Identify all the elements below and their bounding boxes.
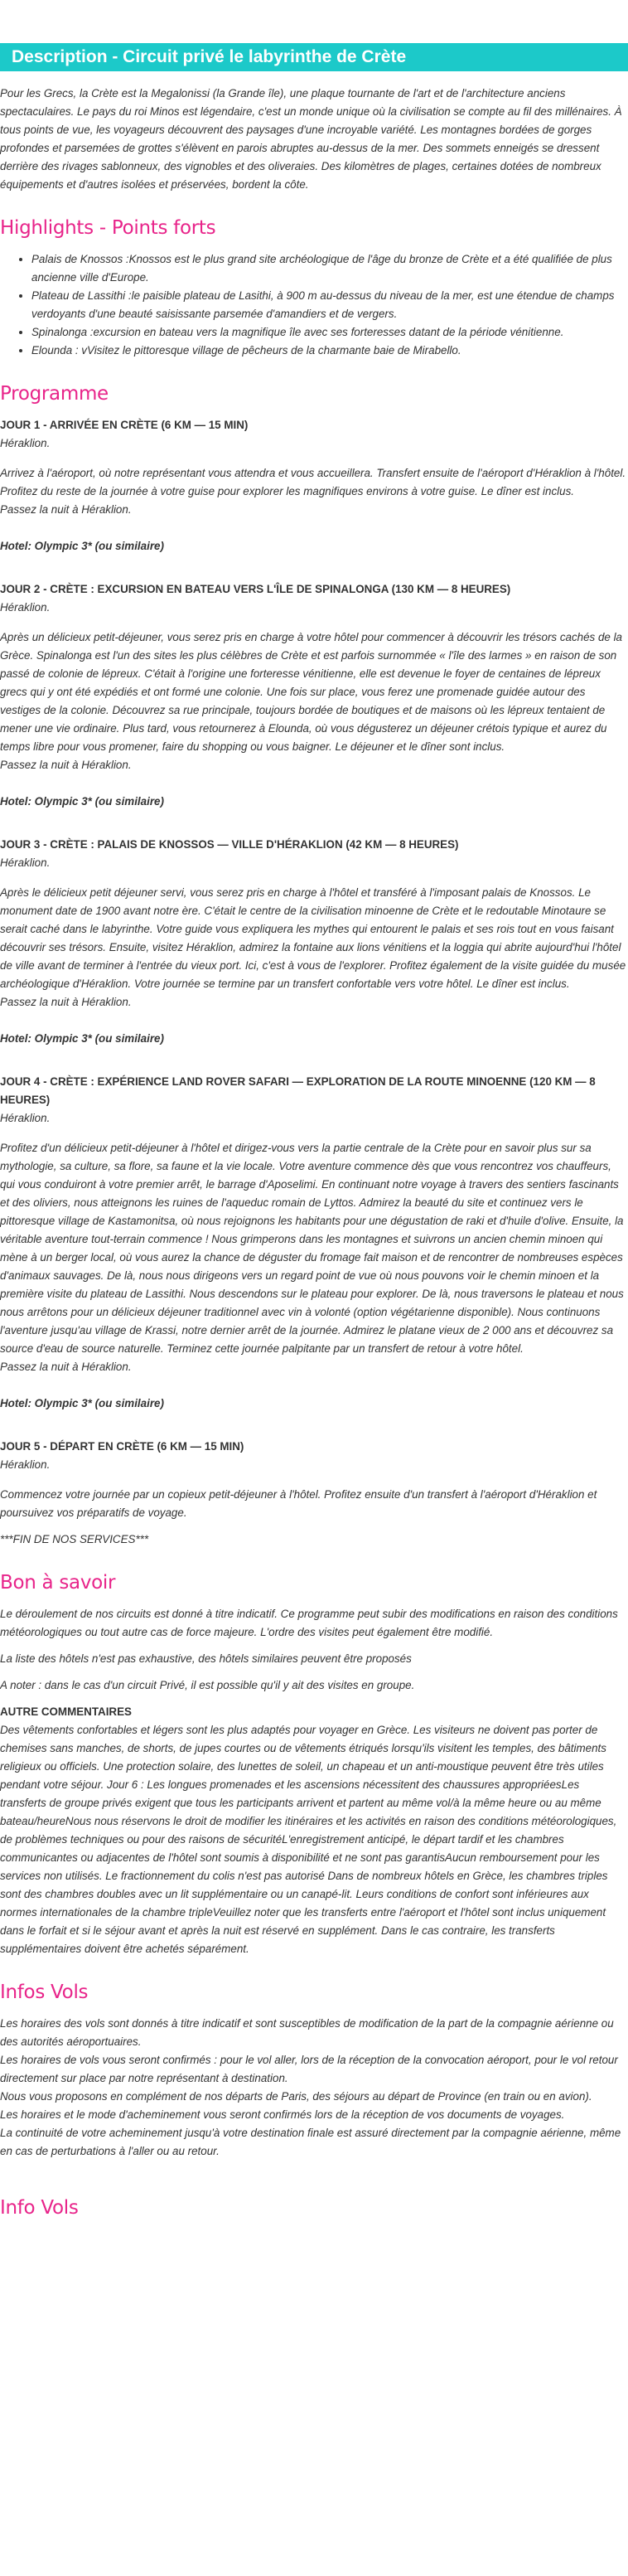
page <box>0 43 628 2219</box>
day-3 <box>0 836 628 1048</box>
day-body: Arrivez à l'aéroport, où notre représentant vous attendra et vous accueillera. Transfert ensuite de l'aéroport d'Héraklion à l'hôtel. Profitez du reste de la journée à votre guise pour explorer les magnifiques environs à votre guise. Le dîner est inclus. <box>0 467 626 497</box>
day-body: Profitez d'un délicieux petit-déjeuner à l'hôtel et dirigez-vous vers la partie centrale de la Crète pour en savoir plus sur sa mythologie, sa culture, sa flore, sa faune et la vie locale. Votre aventure commence dès que vous rencontrez vos chauffeurs, qui vous conduiront à votre premier arrêt, le barrage d'Aposelimi. En continuant notre voyage à travers des sentiers fascinants et des oliviers, nous atteignons les ruines de l'aqueduc romain de Lyttos. Admirez la beauté du site et continuez vers le pittoresque village de Kastamonitsa, où nous rejoignons les habitants pour une dégustation de raki et d'huile d'olive. Ensuite, la véritable aventure tout-terrain commence ! Nous grimperons dans les montagnes et suivrons un ancien chemin minoen qui mène à un berger local, où vous aurez la chance de déguster du fromage fait maison et de rencontrer de nombreuses espèces d'animaux sauvages. De là, nous nous dirigeons vers un regard point de vue où nous pouvons voir le chemin minoen et la première visite du plateau de Lassithi. Nous descendons sur le plateau pour explorer. De là, nous traversons le plateau et nous nous arrêtons pour un délicieux déjeuner traditionnel avec vin à volonté (option végétarienne disponible). Nous continuons l'aventure jusqu'au village de Krassi, notre dernier arrêt de la journée. Admirez le platane vieux de 2 000 ans et découvrez sa source d'eau de source naturelle. Terminez cette journée palpitante par un transfert de retour à votre hôtel. <box>0 1142 624 1355</box>
day-4 <box>0 1073 628 1413</box>
day-city: Héraklion. <box>0 601 51 614</box>
infos-vols-line: Les horaires et le mode d'acheminement vous seront confirmés lors de la réception de vos documents de voyages. <box>0 2108 565 2121</box>
day-city: Héraklion. <box>0 1112 51 1124</box>
bon-a-savoir-p1: Le déroulement de nos circuits est donné à titre indicatif. Ce programme peut subir des modifications en raison des conditions météorologiques ou tout autre cas de force majeure. L'ordre des visites peut également être modifié. <box>0 1608 618 1638</box>
day-title: JOUR 2 - CRÈTE : EXCURSION EN BATEAU VERS L'ÎLE DE SPINALONGA (130 KM — 8 HEURES) <box>0 583 511 595</box>
day-body: Après un délicieux petit-déjeuner, vous serez pris en charge à votre hôtel pour commencer à découvrir les trésors cachés de la Grèce. Spinalonga est l'un des sites les plus célèbres de Crète et est parfois surnommée « l'île des larmes » en raison de son passé de colonie de lépreux. C'était à l'origine une forteresse vénitienne, elle est devenue le foyer de centaines de lépreux grecs qui y ont été expédiés et ont formé une colonie. Une fois sur place, vous ferez une promenade guidée autour des vestiges de la colonie. Découvrez sa rue principale, toujours bordée de boutiques et de maisons où les lépreux tentaient de mener une vie ordinaire. Plus tard, vous retournerez à Elounda, où vous dégusterez un déjeuner crétois typique et aurez du temps libre pour vous promener, faire du shopping ou vous baigner. Le déjeuner et le dîner sont inclus. <box>0 631 623 753</box>
day-hotel: Hotel: Olympic 3* (ou similaire) <box>0 1032 164 1045</box>
day-title: JOUR 3 - CRÈTE : PALAIS DE KNOSSOS — VILLE D'HÉRAKLION (42 KM — 8 HEURES) <box>0 838 459 851</box>
intro-paragraph: Pour les Grecs, la Crète est la Megalonissi (la Grande île), une plaque tournante de l'art et de l'architecture anciens spectaculaires. Le pays du roi Minos est légendaire, c'est un monde unique où la civilisation se compte au fil des millénaires. À tous points de vue, les voyageurs découvrent des paysages d'une incroyable variété. Les montagnes bordées de gorges profondes et parsemées de grottes s'élèvent en parois abruptes au-dessus de la mer. Des sommets enneigés se dressent derrière des rivages sablonneux, des vignobles et des oliveraies. Des kilomètres de plages, certaines dotées de nombreux équipements et d'autres isolées et préservées, bordent la côte. <box>0 87 622 191</box>
infos-vols-line: La continuité de votre acheminement jusqu'à votre destination finale est assuré directement par la compagnie aérienne, même en cas de perturbations à l'aller ou au retour. <box>0 2127 621 2157</box>
day-body: Commencez votre journée par un copieux petit-déjeuner à l'hôtel. Profitez ensuite d'un transfert à l'aéroport d'Héraklion et poursuivez vos préparatifs de voyage. <box>0 1488 597 1519</box>
day-body: Après le délicieux petit déjeuner servi, vous serez pris en charge à l'hôtel et transféré à l'imposant palais de Knossos. Le monument date de 1900 avant notre ère. C'était le centre de la civilisation minoenne de Crète et le redoutable Minotaure se serait caché dans le labyrinthe. Votre guide vous expliquera les mythes qui entourent le palais et ses rois tout en vous faisant découvrir ses trésors. Ensuite, visitez Héraklion, admirez la fontaine aux lions vénitiens et la loggia qui abrite aujourd'hui l'hôtel de ville avant de terminer à l'entrée du vieux port. Ici, c'est à vous de l'explorer. Profitez également de la visite guidée du musée archéologique d'Héraklion. Votre journée se termine par un transfert confortable vers votre hôtel. Le dîner est inclus. <box>0 886 626 990</box>
list-item: • Plateau de Lassithi :le paisible plateau de Lasithi, à 900 m au-dessus du niveau de la mer, est une étendue de champs verdoyants d'une beauté saisissante parsemée d'amandiers et de vergers. <box>31 287 628 323</box>
day-hotel: Hotel: Olympic 3* (ou similaire) <box>0 795 164 808</box>
content <box>0 85 628 2219</box>
end-of-services: ***FIN DE NOS SERVICES*** <box>0 1533 149 1545</box>
bon-a-savoir-p3: A noter : dans le cas d'un circuit Privé, il est possible qu'il y ait des visites en groupe. <box>0 1679 415 1691</box>
day-night: Passez la nuit à Héraklion. <box>0 1361 132 1373</box>
day-city: Héraklion. <box>0 1458 51 1471</box>
bon-a-savoir-heading: Bon à savoir <box>0 1572 116 1594</box>
day-night: Passez la nuit à Héraklion. <box>0 503 132 516</box>
day-hotel: Hotel: Olympic 3* (ou similaire) <box>0 1397 164 1409</box>
day-city: Héraklion. <box>0 856 51 869</box>
day-2 <box>0 580 628 811</box>
highlights-list <box>0 250 628 360</box>
list-item: • Palais de Knossos :Knossos est le plus grand site archéologique de l'âge du bronze de Crète et a été qualifiée de plus ancienne ville d'Europe. <box>31 250 628 287</box>
day-hotel: Hotel: Olympic 3* (ou similaire) <box>0 540 164 552</box>
banner-title: Description - Circuit privé le labyrinthe de Crète <box>0 43 628 71</box>
autres-commentaires-body: Des vêtements confortables et légers sont les plus adaptés pour voyager en Grèce. Les visiteurs ne doivent pas porter de chemises sans manches, de shorts, de jupes courtes ou de vêtements étriqués lorsqu'ils visitent les temples, des bâtiments religieux ou officiels. Une protection solaire, des lunettes de soleil, un chapeau et un anti-moustique peuvent être très utiles pendant votre séjour. Jour 6 : Les longues promenades et les ascensions nécessitent des chaussures appropriéesLes transferts de groupe privés exigent que tous les participants arrivent et partent au même vol/à la même heure ou au même bateau/heureNous nous réservons le droit de modifier les itinéraires et les activités en raison des conditions météorologiques, de problèmes techniques ou pour des raisons de sécuritéL'enregistrement anticipé, le départ tardif et les chambres communicantes ou adjacentes de l'hôtel sont soumis à disponibilité et ne sont pas garantisAucun remboursement pour les services non utilisés. Le fractionnement du colis n'est pas autorisé Dans de nombreux hôtels en Grèce, les chambres triples sont des chambres doubles avec un lit supplémentaire ou un canapé-lit. Leurs conditions de confort sont inférieures aux normes internationales de la chambre tripleVeuillez noter que les transferts entre l'aéroport et l'hôtel sont inclus uniquement dans le forfait et si le séjour avant et après la nuit est réservé en supplément. Dans le cas contraire, les transferts supplémentaires doivent être achetés séparément. <box>0 1724 617 1955</box>
day-title: JOUR 5 - DÉPART EN CRÈTE (6 KM — 15 MIN) <box>0 1440 244 1453</box>
list-item: • Elounda : vVisitez le pittoresque village de pêcheurs de la charmante baie de Mirabello. <box>31 342 628 360</box>
highlights-heading: Highlights - Points forts <box>0 217 216 239</box>
autres-commentaires-title: AUTRE COMMENTAIRES <box>0 1705 132 1718</box>
day-title: JOUR 1 - ARRIVÉE EN CRÈTE (6 KM — 15 MIN) <box>0 419 249 431</box>
day-night: Passez la nuit à Héraklion. <box>0 996 132 1008</box>
programme-heading: Programme <box>0 383 109 405</box>
info-vols-heading: Info Vols <box>0 2197 79 2219</box>
infos-vols-line: Les horaires de vols vous seront confirmés : pour le vol aller, lors de la réception de la convocation aéroport, pour le vol retour directement sur place par notre représentant à destination. <box>0 2054 618 2084</box>
day-city: Héraklion. <box>0 437 51 449</box>
bon-a-savoir-p2: La liste des hôtels n'est pas exhaustive, des hôtels similaires peuvent être proposés <box>0 1652 412 1665</box>
day-title: JOUR 4 - CRÈTE : EXPÉRIENCE LAND ROVER SAFARI — EXPLORATION DE LA ROUTE MINOENNE (120 KM — 8 HEURES) <box>0 1075 596 1106</box>
day-night: Passez la nuit à Héraklion. <box>0 759 132 771</box>
day-1 <box>0 416 628 555</box>
infos-vols-line: Les horaires des vols sont donnés à titre indicatif et sont susceptibles de modification de la part de la compagnie aérienne ou des autorités aéroportuaires. <box>0 2017 614 2048</box>
infos-vols-heading: Infos Vols <box>0 1982 89 2003</box>
day-5 <box>0 1438 628 1522</box>
infos-vols-line: Nous vous proposons en complément de nos départs de Paris, des séjours au départ de Province (en train ou en avion). <box>0 2090 592 2103</box>
list-item: • Spinalonga :excursion en bateau vers la magnifique île avec ses forteresses datant de la période vénitienne. <box>31 323 628 342</box>
